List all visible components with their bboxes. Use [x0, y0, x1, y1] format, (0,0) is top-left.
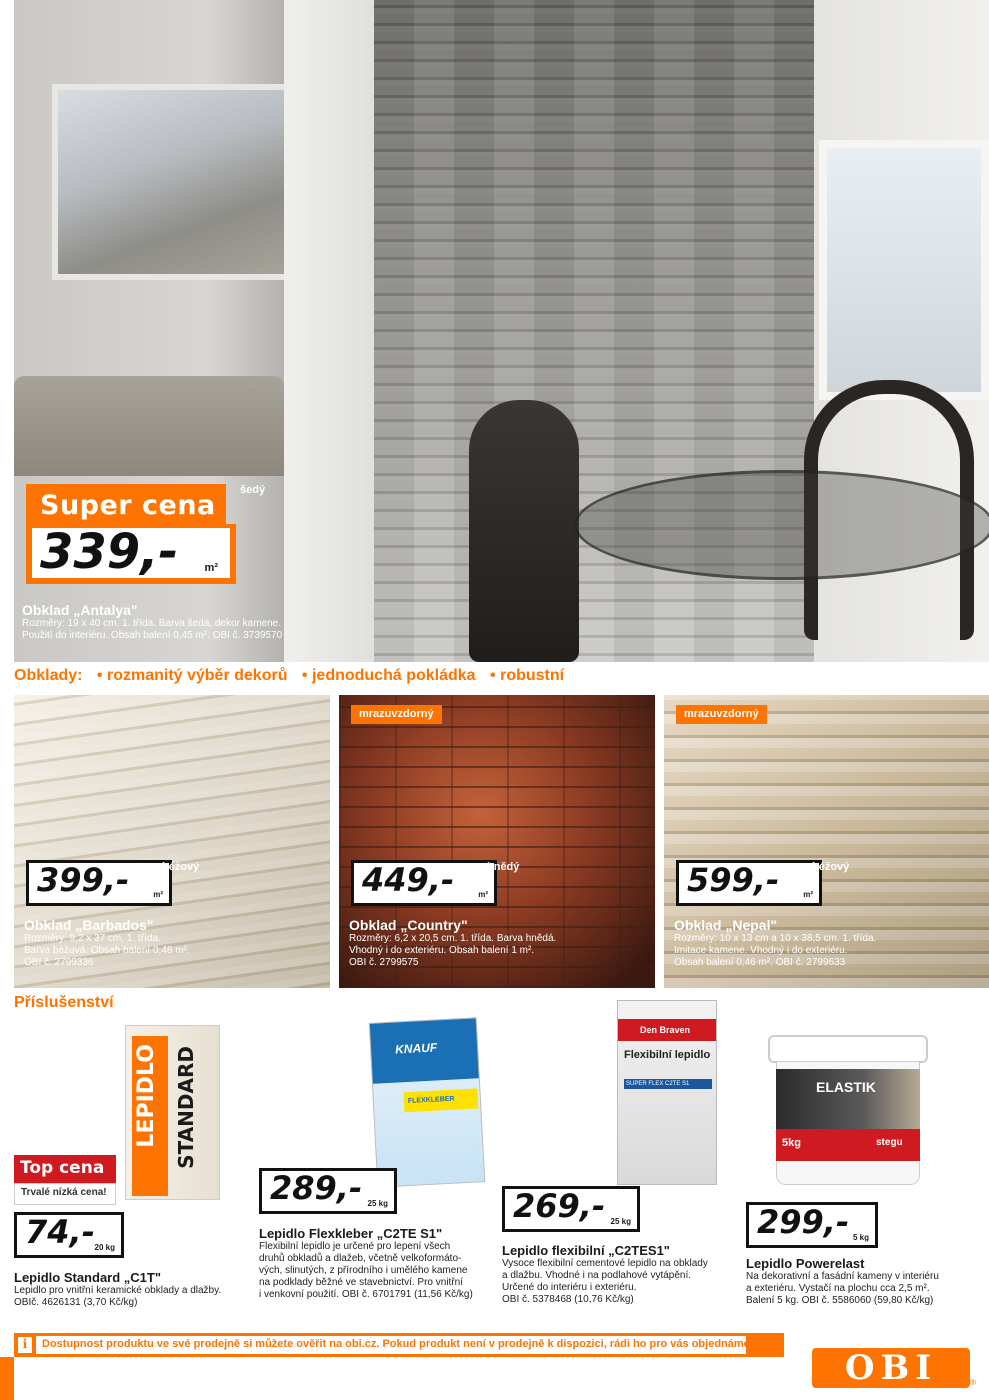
product-info	[14, 1270, 249, 1309]
product-image-lepidlo-standard	[125, 1025, 220, 1200]
price: 289,-	[270, 1169, 363, 1207]
bag-text: STANDARD	[174, 1046, 198, 1169]
price-box	[676, 860, 822, 906]
product-info	[746, 1256, 981, 1307]
product-desc: OBIč. 4626131 (3,70 Kč/kg)	[14, 1297, 138, 1308]
bucket-weight: 5kg	[782, 1137, 801, 1149]
price-box	[351, 860, 497, 906]
top-cena-label: Top cena	[14, 1155, 116, 1183]
pillar	[284, 0, 376, 662]
price: 339,-	[40, 524, 179, 580]
price-unit: m²	[204, 562, 218, 574]
super-cena-label: Super cena	[26, 484, 226, 526]
product-desc: Obsah balení 0,46 m². OBI č. 2799633	[674, 957, 846, 968]
price-unit: m²	[478, 890, 488, 899]
product-info	[259, 1226, 494, 1301]
tile-barbados	[14, 695, 330, 988]
color-label: hnědý	[487, 861, 520, 873]
product-name: Lepidlo flexibilní „C2TES1"	[502, 1243, 670, 1258]
product-desc: Balení 5 kg. OBI č. 5586060 (59,80 Kč/kg)	[746, 1295, 934, 1306]
product-image-powerelast	[768, 1035, 928, 1185]
bag-text: LEPIDLO	[134, 1044, 159, 1148]
price-unit: m²	[153, 890, 163, 899]
product-desc: a exteriéru. Vystačí na plochu cca 2,5 m².	[746, 1283, 930, 1294]
info-icon: i	[18, 1337, 32, 1353]
bag-label: FLEXKLEBER	[403, 1088, 478, 1112]
price-frame	[26, 524, 236, 584]
product-desc: OBI č. 5378468 (10,76 Kč/kg)	[502, 1294, 634, 1305]
product-desc: OBI č. 2799575	[349, 957, 419, 968]
top-cena-badge	[14, 1155, 116, 1205]
product-name: Lepidlo Powerelast	[746, 1256, 865, 1271]
color-label: béžový	[162, 861, 200, 873]
price-unit: 25 kg	[610, 1217, 631, 1226]
bucket-red-band	[776, 1129, 920, 1161]
bag-label: Flexibilní lepidlo	[624, 1049, 711, 1061]
features-label: Obklady:	[14, 667, 83, 684]
bag-brand: KNAUF	[394, 1040, 438, 1057]
footer-strip-inner	[14, 1357, 784, 1400]
product-desc: Lepidlo pro vnitřní keramické obklady a dlažby.	[14, 1285, 222, 1296]
product-info	[24, 917, 324, 969]
product-image-flexkleber	[369, 1017, 485, 1187]
price: 399,-	[37, 861, 130, 899]
features-line	[14, 667, 574, 685]
product-info	[502, 1243, 737, 1306]
price-box	[259, 1168, 397, 1214]
hero-product-info	[22, 602, 322, 642]
feature-item: • robustní	[490, 667, 565, 684]
product-desc: i venkovní použití. OBI č. 6701791 (11,56 Kč/kg)	[259, 1289, 473, 1300]
product-name: Lepidlo Flexkleber „C2TE S1"	[259, 1226, 443, 1241]
product-name: Lepidlo Standard „C1T"	[14, 1270, 162, 1285]
section-title: Příslušenství	[14, 994, 114, 1011]
product-desc: Rozměry: 9,2 x 37 cm, 1. třída.	[24, 933, 161, 944]
tile-country	[339, 695, 655, 988]
color-label: béžový	[812, 861, 850, 873]
bag-sub: SUPER FLEX C2TE S1	[624, 1079, 712, 1089]
product-desc: Vysoce flexibilní cementové lepidlo na obklady	[502, 1258, 708, 1269]
product-desc: na podklady běžné ve stavebnictví. Pro vnitřní	[259, 1277, 464, 1288]
frost-tag: mrazuvzdorný	[676, 705, 767, 724]
bucket-label	[776, 1069, 920, 1129]
sofa	[14, 376, 284, 476]
bucket-lid	[768, 1035, 928, 1063]
price-box	[26, 860, 172, 906]
product-desc: OBI č. 2799336	[24, 957, 94, 968]
price-box	[14, 1212, 124, 1258]
price-box	[32, 524, 230, 580]
price-unit: 20 kg	[94, 1243, 115, 1252]
product-desc: Barva béžová. Obsah balení 0,48 m².	[24, 945, 190, 956]
price: 74,-	[25, 1213, 95, 1251]
notice-bar	[36, 1336, 753, 1354]
price-unit: m²	[803, 890, 813, 899]
price: 299,-	[757, 1203, 850, 1241]
product-info	[349, 917, 649, 969]
chair	[469, 400, 579, 662]
product-desc: Rozměry: 19 x 40 cm. 1. třída. Barva šedá, dekor kamene.	[22, 618, 282, 629]
feature-item: • jednoduchá pokládka	[301, 667, 476, 684]
footer-strip	[0, 1357, 784, 1400]
top-cena-sub: Trvalé nízká cena!	[14, 1183, 116, 1205]
product-image-den-braven	[617, 1000, 717, 1185]
product-name: Obklad „Barbados"	[24, 917, 154, 933]
obi-logo-text: OBI	[812, 1348, 970, 1388]
product-name: Obklad „Antalya"	[22, 602, 138, 618]
notice-text: Dostupnost produktu ve své prodejně si můžete ověřit na obi.cz. Pokud produkt není v prodejně k dispozici, rádi ho pro vás objednáme.	[42, 1338, 753, 1350]
price-unit: 5 kg	[852, 1233, 869, 1242]
product-desc: Vhodný i do exteriéru. Obsah balení 1 m².	[349, 945, 535, 956]
product-desc: Flexibilní lepidlo je určené pro lepení všech	[259, 1241, 451, 1252]
price-unit: 25 kg	[367, 1199, 388, 1208]
price-box	[746, 1202, 878, 1248]
feature-item: • rozmanitý výběr dekorů	[96, 667, 288, 684]
product-name: Obklad „Country"	[349, 917, 468, 933]
tile-nepal	[664, 695, 989, 988]
product-desc: druhů obkladů a dlažeb, včetně velkoformáto-	[259, 1253, 462, 1264]
product-desc: Na dekorativní a fasádní kameny v interiéru	[746, 1271, 939, 1282]
price: 599,-	[687, 861, 780, 899]
product-name: Obklad „Nepal"	[674, 917, 778, 933]
price: 449,-	[362, 861, 455, 899]
availability-notice	[14, 1333, 784, 1357]
product-info	[674, 917, 974, 969]
bucket-label-text: ELASTIK	[816, 1079, 876, 1095]
glass-table	[574, 470, 989, 580]
color-label: šedý	[240, 484, 266, 496]
product-desc: Určené do interiéru i exteriéru.	[502, 1282, 637, 1293]
product-desc: Použití do interiéru. Obsah balení 0,45 m². OBI č. 3739570	[22, 630, 283, 641]
product-desc: a dlažbu. Vhodné i na podlahové vytápění.	[502, 1270, 692, 1281]
product-desc: Rozměry: 6,2 x 20,5 cm. 1. třída. Barva hnědá.	[349, 933, 557, 944]
super-cena-badge	[26, 484, 266, 600]
registered-mark: ®	[970, 1378, 976, 1387]
window	[819, 140, 989, 400]
obi-logo[interactable]	[812, 1348, 976, 1388]
price-box	[502, 1186, 640, 1232]
product-desc: vých, slinutých, z přírodního i umělého kamene	[259, 1265, 468, 1276]
wall-painting	[52, 84, 292, 280]
product-desc: Rozměry: 10 x 13 cm a 10 x 38,5 cm. 1. třída.	[674, 933, 877, 944]
product-desc: Imitace kamene. Vhodný i do exteriéru.	[674, 945, 848, 956]
price: 269,-	[513, 1187, 606, 1225]
frost-tag: mrazuvzdorný	[351, 705, 442, 724]
bucket-brand: stegu	[876, 1137, 903, 1148]
bag-brand: Den Braven	[618, 1019, 716, 1041]
